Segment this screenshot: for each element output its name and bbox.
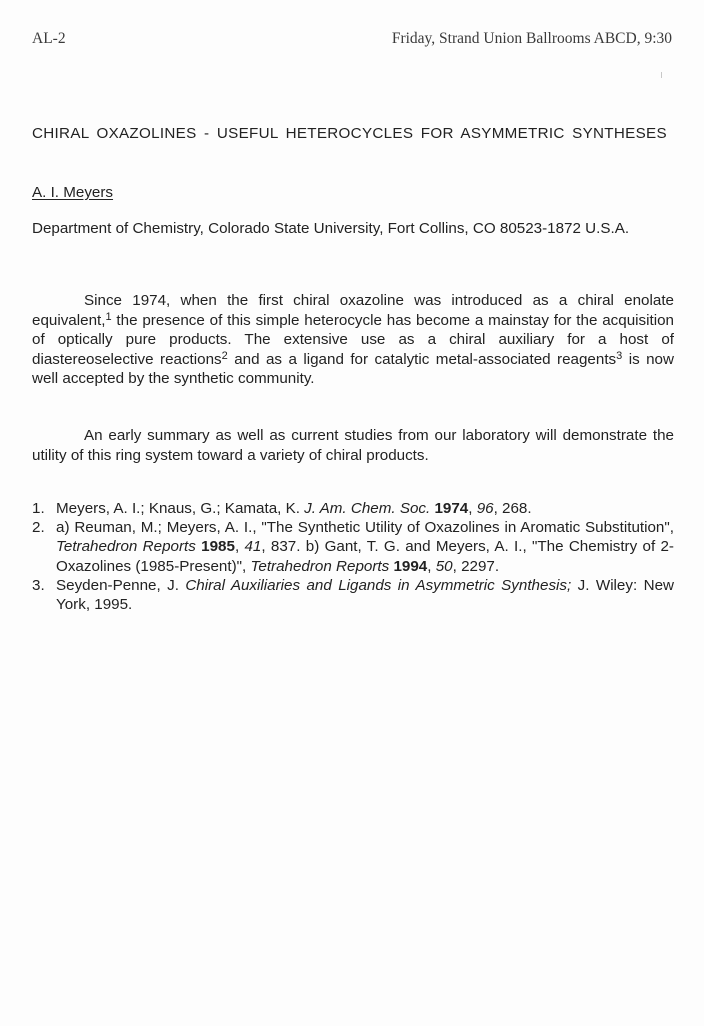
affiliation: Department of Chemistry, Colorado State University, Fort Collins, CO 80523-1872 U.S.A.	[32, 220, 630, 237]
reference-number: 2.	[32, 519, 45, 537]
ref-volume: 41	[244, 538, 262, 556]
ref-year: 1994	[393, 557, 428, 575]
abstract-paragraph-1	[32, 291, 674, 389]
text-segment: Since 1974, when the first chiral oxazoline was introduced as a chiral enolate equivalent,	[32, 292, 674, 329]
ref-authors: b) Gant, T. G. and Meyers, A. I., "The Chemistry of 2-Oxazolines (1985-Present)",	[56, 538, 674, 575]
ref-authors: Seyden-Penne, J.	[56, 576, 186, 594]
ref-journal: Tetrahedron Reports	[250, 557, 390, 575]
author: A. I. Meyers	[32, 184, 114, 201]
citation-1: 1	[105, 310, 112, 323]
ref-authors: Meyers, A. I.; Knaus, G.; Kamata, K.	[56, 500, 305, 517]
abstract-paragraph-2: An early summary as well as current studies from our laboratory will demonstrate the utility of this ring system toward a variety of chiral products.	[32, 427, 674, 464]
reference-list	[32, 499, 674, 614]
ref-pages: , 2297.	[452, 557, 500, 575]
session-code: AL-2	[32, 30, 66, 47]
scan-artifact	[661, 72, 662, 78]
text-segment: and as a ligand for catalytic metal-associated reagents	[227, 350, 617, 368]
ref-book-title: Chiral Auxiliaries and Ligands in Asymmetric Synthesis;	[185, 576, 572, 594]
ref-journal: J. Am. Chem. Soc.	[304, 500, 431, 517]
reference-item	[32, 576, 674, 614]
session-info: Friday, Strand Union Ballrooms ABCD, 9:30	[391, 30, 672, 47]
ref-authors: a) Reuman, M.; Meyers, A. I., "The Synthetic Utility of Oxazolines in Aromatic Substitution",	[56, 519, 674, 537]
text-segment: the presence of this simple heterocycle has become a mainstay for the acquisition of optically pure products. The extensive use as a chiral auxiliary for a host of diastereoselective reactions	[32, 311, 674, 368]
ref-volume: 50	[435, 557, 453, 575]
reference-item: 2. a) Reuman, M.; Meyers, A. I., "The Synthetic Utility of Oxazolines in Aromatic Substitution", Tetrahedron Reports 1985, 41, 837. b) Gant, T. G. and Meyers, A. I., "The Chemistry of 2-Oxazolines (1985-Present)", Tetrahedron Reports 1994, 50, 2297.	[32, 519, 674, 575]
text-segment: is now well accepted by the synthetic community.	[32, 350, 674, 387]
ref-year: 1974	[434, 500, 469, 517]
reference-number: 3.	[32, 576, 45, 594]
ref-volume: 96	[476, 500, 494, 517]
ref-year: 1985	[201, 538, 235, 556]
reference-item: 1. Meyers, A. I.; Knaus, G.; Kamata, K. J. Am. Chem. Soc. 1974, 96, 268.	[32, 500, 532, 517]
ref-pages: , 268.	[493, 500, 532, 517]
ref-publisher: J. Wiley: New York, 1995.	[56, 576, 674, 614]
paper-title: CHIRAL OXAZOLINES - USEFUL HETEROCYCLES FOR ASYMMETRIC SYNTHESES	[32, 125, 667, 142]
citation-2: 2	[221, 349, 228, 362]
reference-number: 1.	[32, 500, 45, 517]
citation-3: 3	[616, 349, 623, 362]
ref-pages: , 837.	[261, 538, 306, 556]
ref-journal: Tetrahedron Reports	[56, 538, 196, 556]
